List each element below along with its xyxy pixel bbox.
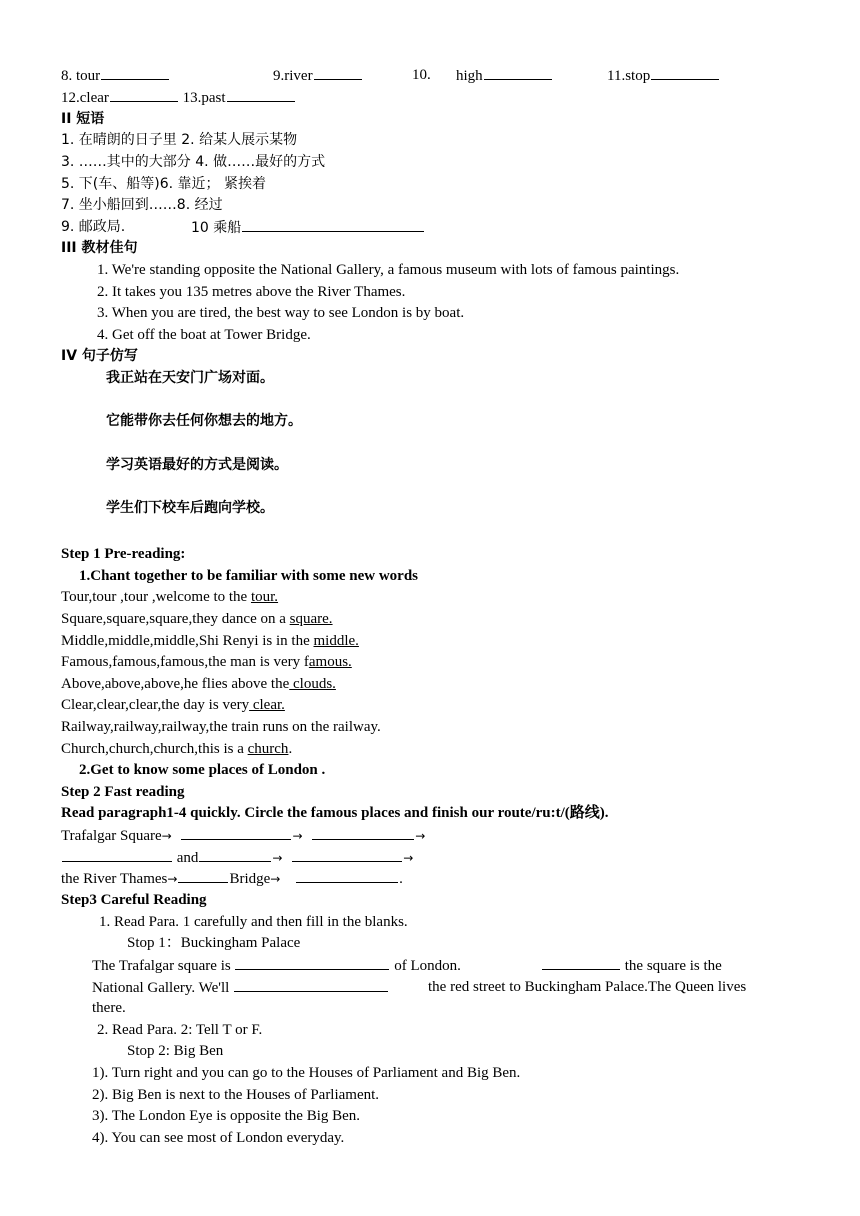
imitation-prompt: 它能带你去任何你想去的地方。 (106, 413, 302, 429)
answer-blank[interactable] (242, 217, 424, 232)
imitation-prompt: 我正站在天安门广场对面。 (106, 370, 274, 386)
imitation-prompt: 学生们下校车后跑向学校。 (106, 500, 274, 516)
chant-text: Famous,famous,famous,the man is very f (61, 654, 309, 670)
route-and: and (176, 850, 199, 866)
answer-blank[interactable] (227, 87, 295, 102)
step3-heading: Step3 Careful Reading (61, 892, 207, 908)
vocab-item-10-word (456, 65, 553, 86)
arrow-right-icon: → (415, 829, 426, 843)
fill-line-2 (92, 977, 389, 998)
route-start: Trafalgar Square (61, 828, 162, 844)
imitation-prompt: 学习英语最好的方式是阅读。 (106, 457, 288, 473)
route-blank[interactable] (312, 825, 414, 840)
true-false-item: 3). The London Eye is opposite the Big Ben. (92, 1108, 361, 1124)
phrase-text: 10 乘船 (191, 220, 242, 236)
section-heading-imitation: IV 句子仿写 (61, 348, 138, 364)
vocab-item-10 (412, 65, 431, 85)
route-line-2 (61, 847, 413, 868)
route-blank[interactable] (178, 868, 228, 883)
chant-line (61, 739, 292, 759)
fill-text: of London. (394, 958, 461, 974)
arrow-right-icon: → (167, 872, 178, 886)
route-line-3 (61, 868, 403, 889)
vocab-word: 9.river (273, 68, 313, 84)
stop-1-label: Stop 1：Buckingham Palace (127, 935, 301, 951)
route-text: . (399, 871, 403, 887)
phrase-line: 7. 坐小船回到……8. 经过 (61, 197, 223, 213)
chant-text: Tour,tour ,tour ,welcome to the (61, 589, 251, 605)
chant-line (61, 609, 333, 629)
vocab-word: 13.past (182, 90, 226, 106)
arrow-right-icon: → (292, 829, 303, 843)
answer-blank[interactable] (484, 65, 552, 80)
chant-keyword: amous. (308, 654, 352, 670)
arrow-right-icon: → (272, 851, 283, 865)
question-2: 2. Read Para. 2: Tell T or F. (97, 1022, 263, 1038)
chant-line (61, 631, 359, 651)
section-heading-sentences: III 教材佳句 (61, 240, 138, 256)
chant-keyword: clear. (249, 697, 285, 713)
fill-line-1-right (541, 955, 722, 976)
sentence-line: 4. Get off the boat at Tower Bridge. (97, 327, 311, 343)
vocab-item-9 (273, 65, 363, 86)
chant-keyword: tour. (250, 589, 279, 605)
question-1: 1. Read Para. 1 carefully and then fill in the blanks. (99, 914, 408, 930)
true-false-item: 4). You can see most of London everyday. (92, 1130, 345, 1146)
chant-line (61, 652, 352, 672)
route-blank[interactable] (296, 868, 398, 883)
chant-text: . (288, 741, 293, 757)
vocab-word: 11.stop (607, 68, 651, 84)
chant-text: Square,square,square,they dance on a (61, 611, 290, 627)
true-false-item: 1). Turn right and you can go to the Houses of Parliament and Big Ben. (92, 1065, 521, 1081)
fill-blank[interactable] (234, 977, 388, 992)
stop-2-label: Stop 2: Big Ben (127, 1043, 224, 1059)
vocab-word: high (456, 68, 483, 84)
route-blank[interactable] (62, 847, 172, 862)
step1-subheading-chant: 1.Chant together to be familiar with some new words (79, 568, 419, 584)
fill-blank[interactable] (542, 955, 620, 970)
vocab-word: 8. tour (61, 68, 101, 84)
answer-blank[interactable] (101, 65, 169, 80)
chant-keyword: middle. (313, 633, 359, 649)
route-text: the River Thames (61, 871, 168, 887)
step2-heading: Step 2 Fast reading (61, 784, 185, 800)
answer-blank[interactable] (314, 65, 362, 80)
phrase-line: 1. 在晴朗的日子里 2. 给某人展示某物 (61, 132, 298, 148)
chant-keyword: square. (289, 611, 333, 627)
chant-text: Above,above,above,he flies above the (61, 676, 290, 692)
fill-line-2-right: the red street to Buckingham Palace.The Queen lives (428, 979, 747, 995)
section-heading-phrases: II 短语 (61, 111, 105, 127)
sentence-line: 1. We're standing opposite the National Gallery, a famous museum with lots of famous paintings. (97, 262, 680, 278)
chant-line (61, 695, 285, 715)
step2-instruction: Read paragraph1-4 quickly. Circle the famous places and finish our route/ru:t/(路线). (61, 805, 609, 821)
fill-text: The Trafalgar square is (92, 958, 231, 974)
chant-text: Middle,middle,middle,Shi Renyi is in the (61, 633, 314, 649)
route-blank[interactable] (199, 847, 271, 862)
step1-subheading-places: 2.Get to know some places of London . (79, 762, 326, 778)
route-blank[interactable] (292, 847, 402, 862)
vocab-item-8 (61, 65, 170, 86)
fill-text: National Gallery. We'll (92, 980, 230, 996)
answer-blank[interactable] (110, 87, 178, 102)
sentence-line: 3. When you are tired, the best way to see London is by boat. (97, 305, 465, 321)
route-blank[interactable] (181, 825, 291, 840)
arrow-right-icon: → (270, 872, 281, 886)
sentence-line: 2. It takes you 135 metres above the River Thames. (97, 284, 406, 300)
vocab-item-12 (61, 87, 296, 108)
chant-text: Clear,clear,clear,the day is very (61, 697, 250, 713)
fill-line-1 (92, 955, 461, 976)
phrase-line: 3. ……其中的大部分 4. 做……最好的方式 (61, 154, 326, 170)
route-text: Bridge (229, 871, 271, 887)
true-false-item: 2). Big Ben is next to the Houses of Parliament. (92, 1087, 380, 1103)
fill-text: the square is the (624, 958, 722, 974)
phrase-line: 5. 下(车、船等)6. 靠近； 紧挨着 (61, 176, 266, 192)
vocab-item-11 (607, 65, 720, 86)
phrase-line: 9. 邮政局. (61, 219, 126, 235)
phrase-line-10 (191, 217, 425, 238)
chant-text: Church,church,church,this is a (61, 741, 248, 757)
chant-keyword: clouds. (289, 676, 336, 692)
arrow-right-icon: → (403, 851, 414, 865)
vocab-word: 12.clear (61, 90, 109, 106)
chant-keyword: church (247, 741, 289, 757)
chant-line: Railway,railway,railway,the train runs on the railway. (61, 719, 381, 735)
route-line-1 (61, 825, 425, 846)
step1-heading: Step 1 Pre-reading: (61, 546, 186, 562)
answer-blank[interactable] (651, 65, 719, 80)
arrow-right-icon: → (161, 829, 172, 843)
chant-line (61, 674, 336, 694)
vocab-number: 10. (412, 67, 431, 83)
fill-line-3: there. (92, 1000, 126, 1016)
chant-line (61, 587, 278, 607)
fill-blank[interactable] (235, 955, 389, 970)
